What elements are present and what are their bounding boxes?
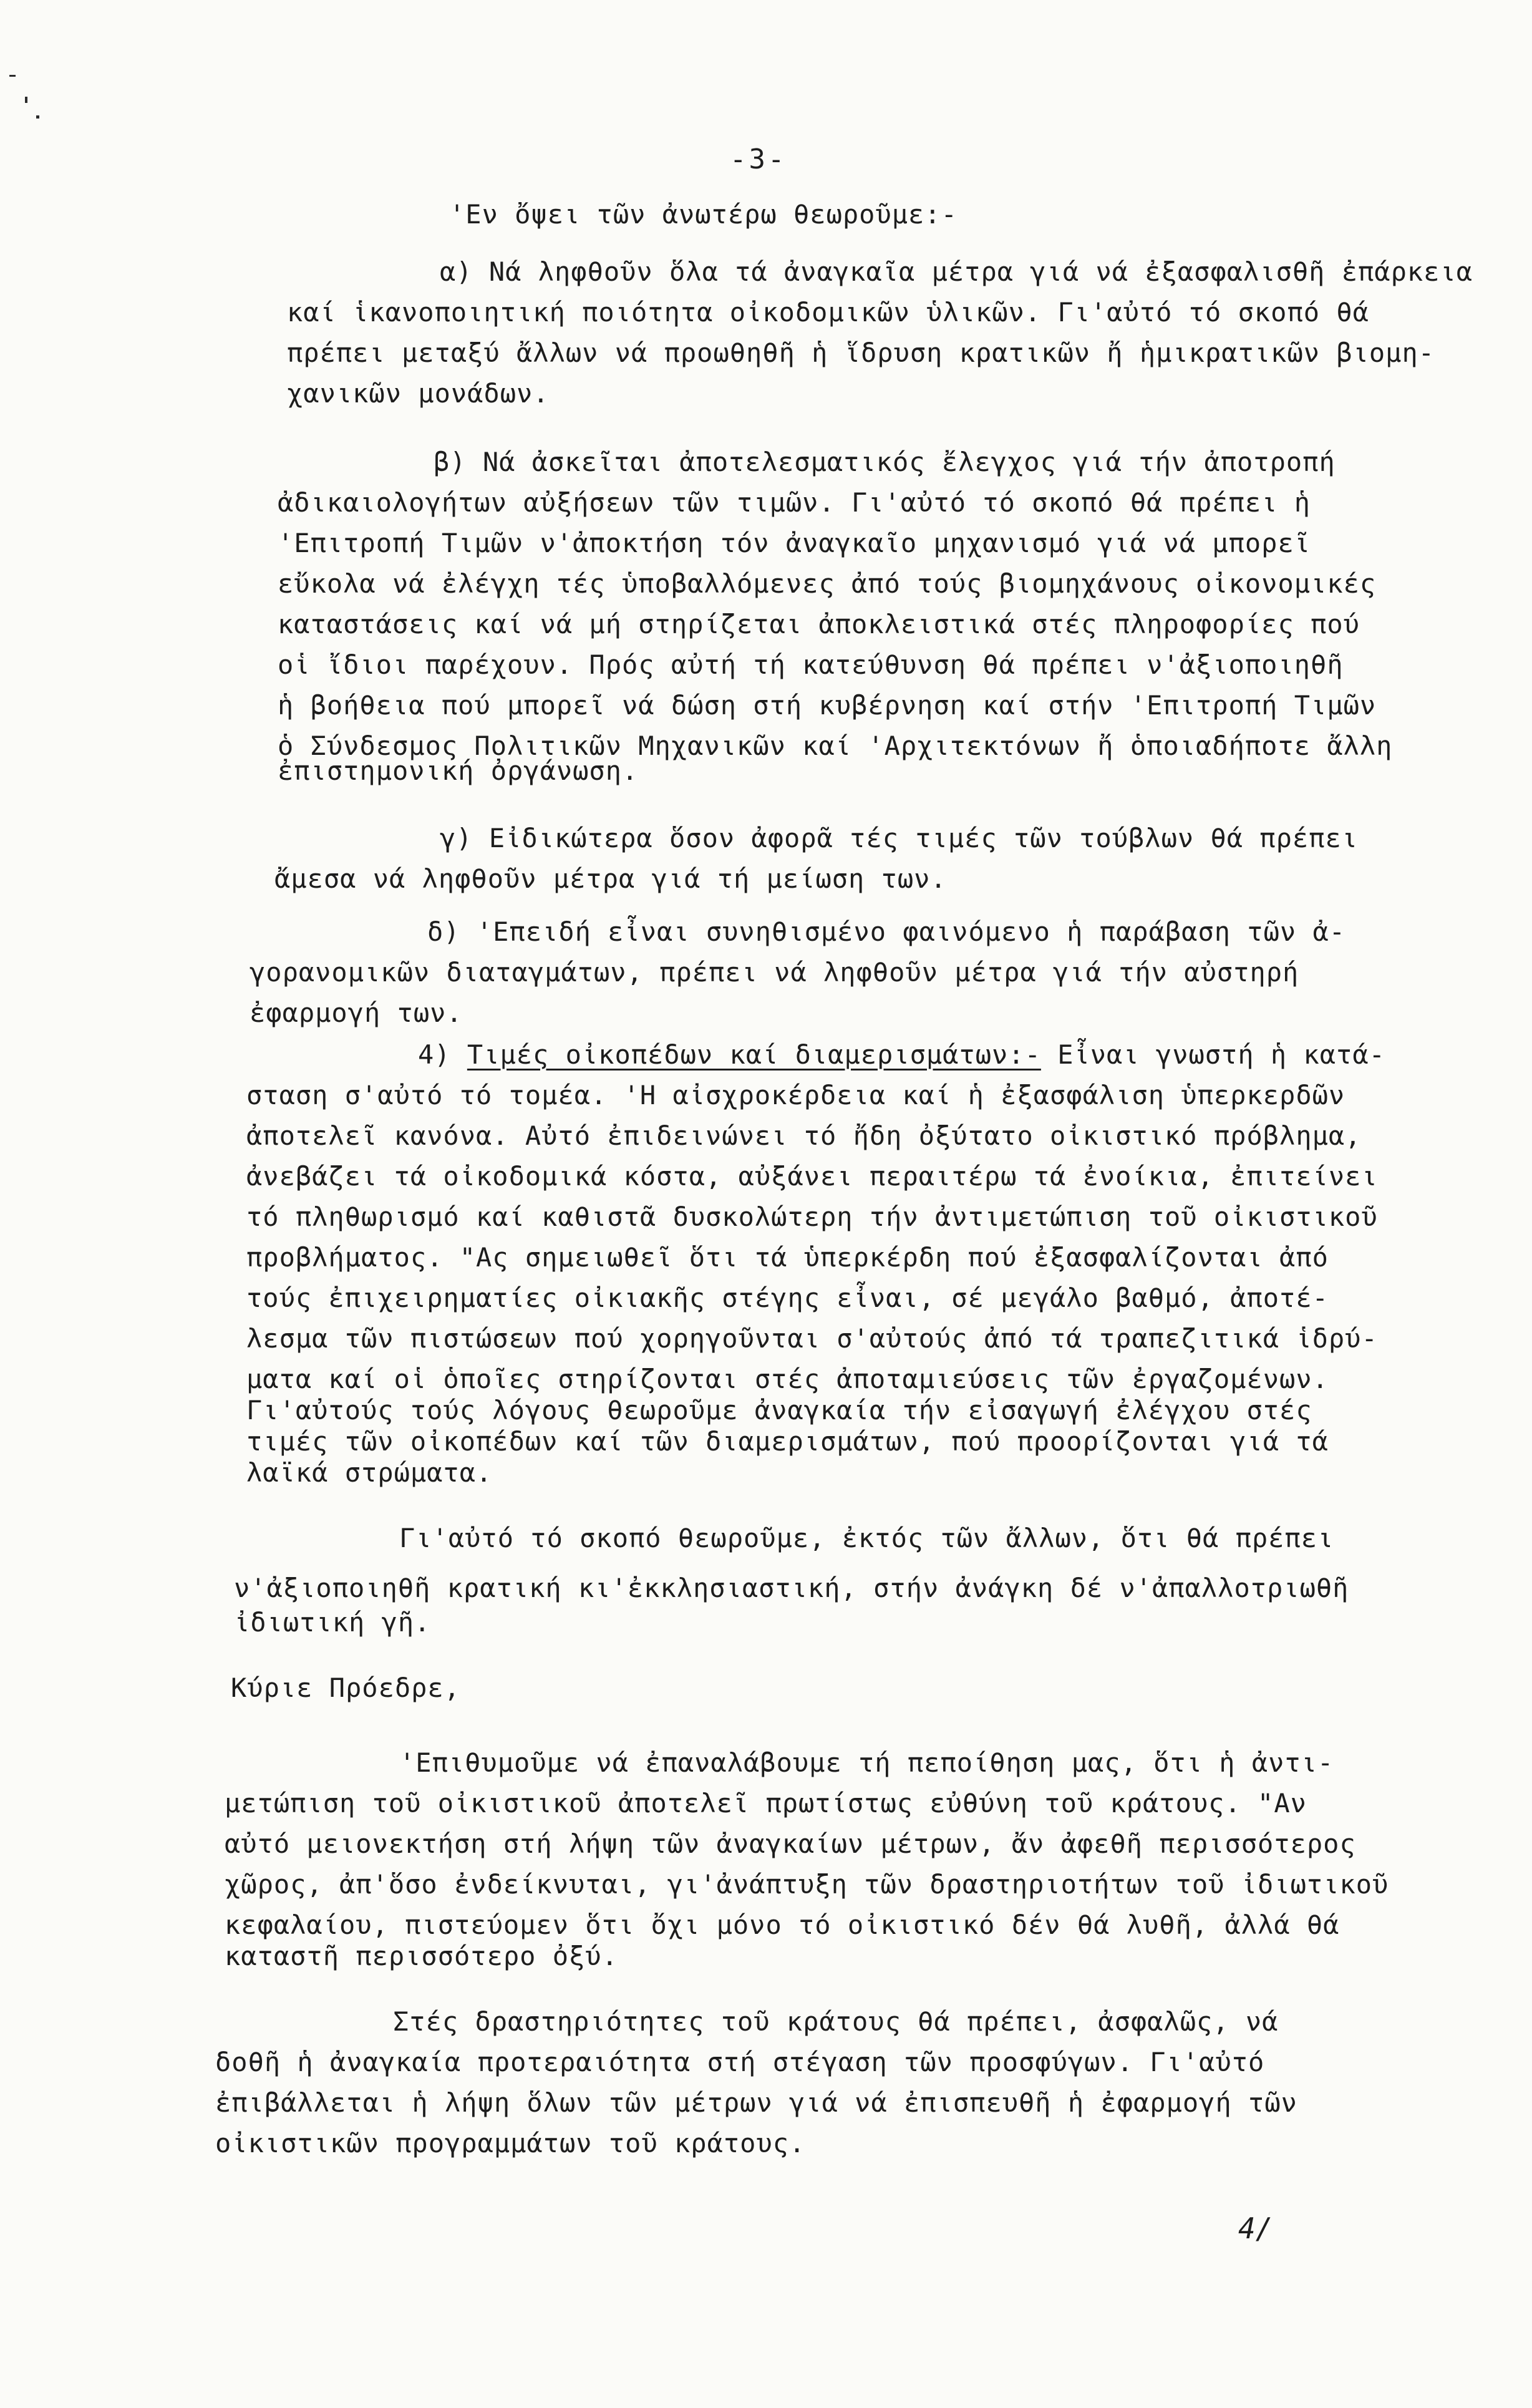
paragraph-state-line: οἰκιστικῶν προγραμμάτων τοῦ κράτους. (215, 2128, 806, 2158)
paragraph-b-line: ἡ βοήθεια πού μπορεῖ νά δώση στή κυβέρνηση καί στήν 'Επιτροπή Τιμῶν (278, 690, 1377, 721)
paragraph-c-line: γ) Εἰδικώτερα ὅσον ἀφορᾶ τές τιμές τῶν τούβλων θά πρέπει (440, 823, 1359, 853)
section-4-heading-line (418, 1039, 1385, 1071)
paragraph-a-line: πρέπει μεταξύ ἄλλων νά προωθηθῆ ἡ ἵδρυση κρατικῶν ἤ ἡμικρατικῶν βιομη- (287, 337, 1435, 368)
salutation: Κύριε Πρόεδρε, (231, 1672, 461, 1703)
section-4-line: σταση σ'αὐτό τό τομέα. 'Η αἰσχροκέρδεια καί ἡ ἐξασφάλιση ὑπερκερδῶν (246, 1080, 1345, 1110)
paragraph-state-line: Στές δραστηριότητες τοῦ κράτους θά πρέπει, ἀσφαλῶς, νά (393, 2006, 1279, 2037)
scan-mark (36, 115, 39, 119)
intro-line: 'Εν ὄψει τῶν ἀνωτέρω θεωροῦμε:- (449, 199, 958, 230)
paragraph-c-line: ἄμεσα νά ληφθοῦν μέτρα γιά τή μείωση των. (274, 863, 947, 894)
paragraph-b-line: οἱ ἴδιοι παρέχουν. Πρός αὐτή τή κατεύθυνση θά πρέπει ν'ἀξιοποιηθῆ (278, 649, 1344, 680)
section-4-number: 4) (418, 1039, 451, 1070)
paragraph-a-line: χανικῶν μονάδων. (287, 378, 550, 409)
paragraph-land-line: Γι'αὐτό τό σκοπό θεωροῦμε, ἐκτός τῶν ἄλλων, ὅτι θά πρέπει (399, 1523, 1334, 1553)
section-4-first-line: Εἶναι γνωστή ἡ κατά- (1057, 1039, 1385, 1070)
section-4-line: τό πληθωρισμό καί καθιστᾶ δυσκολώτερη τήν ἀντιμετώπιση τοῦ οἰκιστικοῦ (246, 1202, 1378, 1232)
paragraph-b-line: ὁ Σύνδεσμος Πολιτικῶν Μηχανικῶν καί 'Αρχιτεκτόνων ἤ ὁποιαδήποτε ἄλλη (278, 731, 1393, 761)
paragraph-b-line: β) Νά ἀσκεῖται ἀποτελεσματικός ἔλεγχος γιά τήν ἀποτροπή (434, 447, 1336, 477)
paragraph-b-line: ἐπιστημονική ὀργάνωση. (278, 755, 639, 786)
section-4-line: ἀνεβάζει τά οἰκοδομικά κόστα, αὐξάνει περαιτέρω τά ἐνοίκια, ἐπιτείνει (246, 1161, 1378, 1192)
section-4-heading: Τιμές οἰκοπέδων καί διαμερισμάτων:- (467, 1039, 1041, 1070)
section-4-line: Γι'αὐτούς τούς λόγους θεωροῦμε ἀναγκαία τήν εἰσαγωγή ἐλέγχου στές (246, 1395, 1312, 1425)
paragraph-wish-line: καταστῆ περισσότερο ὀξύ. (225, 1941, 618, 1971)
section-4-line: λεσμα τῶν πιστώσεων πού χορηγοῦνται σ'αὐτούς ἀπό τά τραπεζιτικά ἱδρύ- (246, 1323, 1378, 1354)
section-4-line: προβλήματος. "Ας σημειωθεῖ ὅτι τά ὑπερκέρδη πού ἐξασφαλίζονται ἀπό (246, 1242, 1329, 1273)
paragraph-wish-line: μετώπιση τοῦ οἰκιστικοῦ ἀποτελεῖ πρωτίστως εὐθύνη τοῦ κράτους. "Αν (225, 1788, 1307, 1818)
paragraph-b-line: εὔκολα νά ἐλέγχη τές ὑποβαλλόμενες ἀπό τούς βιομηχάνους οἰκονομικές (278, 568, 1377, 599)
paragraph-land-line: ἰδιωτική γῆ. (234, 1607, 431, 1638)
paragraph-b-line: καταστάσεις καί νά μή στηρίζεται ἀποκλειστικά στές πληροφορίες πού (278, 609, 1360, 639)
scan-mark (25, 97, 27, 103)
section-4-line: τούς ἐπιχειρηματίες οἰκιακῆς στέγης εἶναι, σέ μεγάλο βαθμό, ἀποτέ- (246, 1283, 1329, 1313)
paragraph-wish-line: αὐτό μειονεκτήση στή λήψη τῶν ἀναγκαίων μέτρων, ἄν ἀφεθῆ περισσότερος (225, 1828, 1356, 1859)
paragraph-state-line: δοθῆ ἡ ἀναγκαία προτεραιότητα στή στέγαση τῶν προσφύγων. Γι'αὐτό (215, 2047, 1265, 2077)
continuation-mark: 4/ (1238, 2211, 1273, 2245)
paragraph-wish-line: κεφαλαίου, πιστεύομεν ὅτι ὄχι μόνο τό οἰκιστικό δέν θά λυθῆ, ἀλλά θά (225, 1910, 1340, 1940)
section-4-line: τιμές τῶν οἰκοπέδων καί τῶν διαμερισμάτων, πού προορίζονται γιά τά (246, 1426, 1329, 1457)
paragraph-wish-line: χῶρος, ἀπ'ὅσο ἐνδείκνυται, γι'ἀνάπτυξη τῶν δραστηριοτήτων τοῦ ἰδιωτικοῦ (225, 1869, 1389, 1900)
section-4-line: λαϊκά στρώματα. (246, 1457, 493, 1488)
paragraph-land-line: ν'ἀξιοποιηθῆ κρατική κι'ἐκκλησιαστική, στήν ἀνάγκη δέ ν'ἀπαλλοτριωθῆ (234, 1573, 1349, 1603)
paragraph-d-line: γορανομικῶν διαταγμάτων, πρέπει νά ληφθοῦν μέτρα γιά τήν αὐστηρή (250, 957, 1299, 988)
scan-mark (9, 75, 16, 77)
paragraph-a-line: καί ἱκανοποιητική ποιότητα οἰκοδομικῶν ὑλικῶν. Γι'αὐτό τό σκοπό θά (287, 297, 1369, 328)
section-4-line: ματα καί οἱ ὁποῖες στηρίζονται στές ἀποταμιεύσεις τῶν ἐργαζομένων. (246, 1364, 1329, 1394)
paragraph-b-line: 'Επιτροπή Τιμῶν ν'ἀποκτήση τόν ἀναγκαῖο μηχανισμό γιά νά μπορεῖ (278, 528, 1311, 558)
paragraph-state-line: ἐπιβάλλεται ἡ λήψη ὅλων τῶν μέτρων γιά νά ἐπισπευθῆ ἡ ἐφαρμογή τῶν (215, 2087, 1297, 2118)
paragraph-wish-line: 'Επιθυμοῦμε νά ἐπαναλάβουμε τή πεποίθηση μας, ὅτι ἡ ἀντι- (399, 1747, 1334, 1778)
page-number: -3- (730, 143, 787, 175)
paragraph-d-line: ἐφαρμογή των. (250, 998, 463, 1028)
paragraph-d-line: δ) 'Επειδή εἶναι συνηθισμένο φαινόμενο ἡ παράβαση τῶν ἀ- (427, 916, 1346, 947)
section-4-line: ἀποτελεῖ κανόνα. Αὐτό ἐπιδεινώνει τό ἤδη ὀξύτατο οἰκιστικό πρόβλημα, (246, 1120, 1362, 1151)
paragraph-a-line: α) Νά ληφθοῦν ὅλα τά ἀναγκαῖα μέτρα γιά νά ἐξασφαλισθῆ ἐπάρκεια (440, 256, 1473, 287)
paragraph-b-line: ἀδικαιολογήτων αὐξήσεων τῶν τιμῶν. Γι'αὐτό τό σκοπό θά πρέπει ἡ (278, 487, 1311, 518)
